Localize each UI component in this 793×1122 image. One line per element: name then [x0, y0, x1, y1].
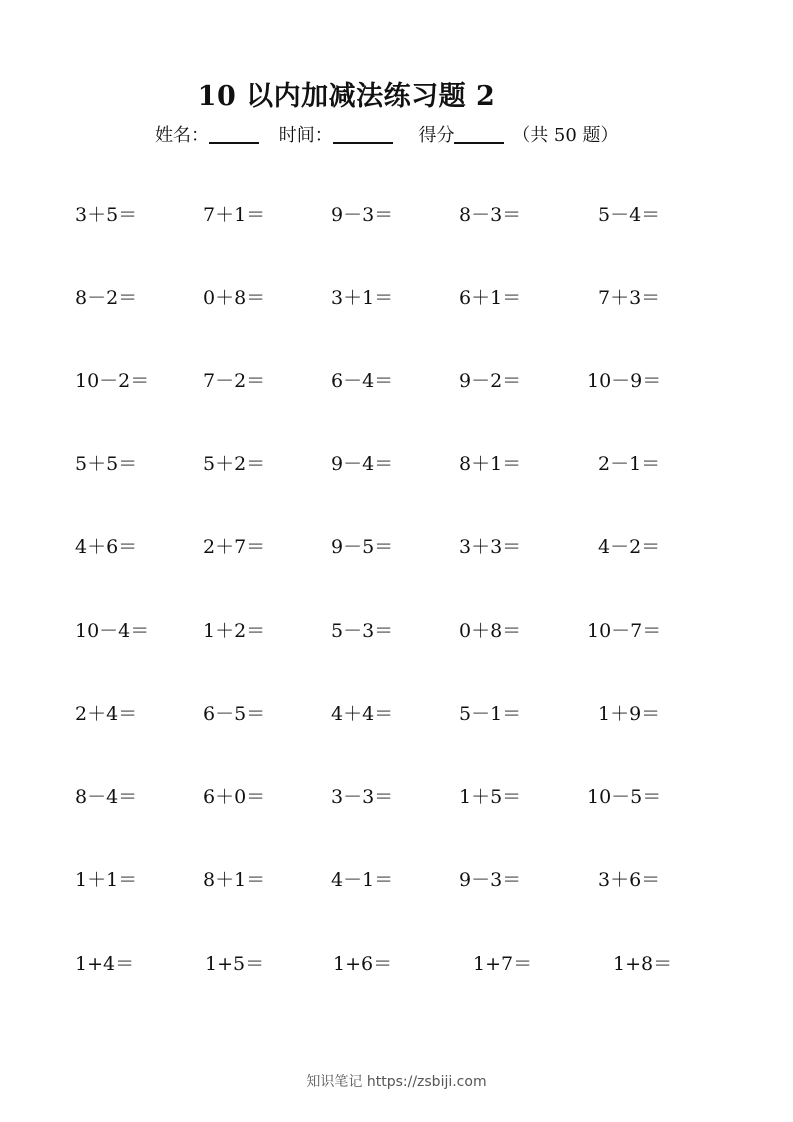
problem-r2-c1: 8－2＝ — [75, 287, 138, 309]
problem-r4-c2: 5＋2＝ — [203, 453, 266, 475]
problem-r2-c2: 0＋8＝ — [203, 287, 266, 309]
problem-r5-c3: 9－5＝ — [331, 536, 394, 558]
problem-r6-c1: 10－4＝ — [75, 620, 150, 642]
problem-r10-c2: 1+5＝ — [205, 953, 265, 975]
problem-r8-c5: 10－5＝ — [587, 786, 662, 808]
problem-r3-c2: 7－2＝ — [203, 370, 266, 392]
problem-r9-c4: 9－3＝ — [459, 869, 522, 891]
problem-r3-c4: 9－2＝ — [459, 370, 522, 392]
problem-r8-c1: 8－4＝ — [75, 786, 138, 808]
problem-r4-c4: 8＋1＝ — [459, 453, 522, 475]
worksheet-title: 10 以内加减法练习题 2 — [197, 81, 496, 112]
problem-r8-c2: 6＋0＝ — [203, 786, 266, 808]
problem-r4-c5: 2－1＝ — [598, 453, 661, 475]
problem-r10-c3: 1+6＝ — [333, 953, 393, 975]
problem-r8-c3: 3－3＝ — [331, 786, 394, 808]
problem-r10-c5: 1+8＝ — [613, 953, 673, 975]
problem-r7-c2: 6－5＝ — [203, 703, 266, 725]
problem-r9-c3: 4－1＝ — [331, 869, 394, 891]
problem-r9-c1: 1＋1＝ — [75, 869, 138, 891]
time-label: 时间： — [278, 125, 333, 146]
problem-r5-c5: 4－2＝ — [598, 536, 661, 558]
problem-r9-c5: 3＋6＝ — [598, 869, 661, 891]
problem-r6-c2: 1＋2＝ — [203, 620, 266, 642]
problem-r7-c5: 1＋9＝ — [598, 703, 661, 725]
score-blank — [454, 124, 504, 144]
problem-r5-c2: 2＋7＝ — [203, 536, 266, 558]
footer-watermark: 知识笔记 https://zsbiji.com — [306, 1074, 487, 1090]
problem-r1-c2: 7＋1＝ — [203, 204, 266, 226]
problem-r5-c1: 4＋6＝ — [75, 536, 138, 558]
problem-r10-c4: 1+7＝ — [473, 953, 533, 975]
problem-r9-c2: 8＋1＝ — [203, 869, 266, 891]
time-blank — [333, 124, 393, 144]
problem-r3-c1: 10－2＝ — [75, 370, 150, 392]
problem-r3-c3: 6－4＝ — [331, 370, 394, 392]
student-info-line — [155, 121, 619, 147]
problem-r1-c1: 3＋5＝ — [75, 204, 138, 226]
problem-r1-c3: 9－3＝ — [331, 204, 394, 226]
problem-r3-c5: 10－9＝ — [587, 370, 662, 392]
problem-r6-c5: 10－7＝ — [587, 620, 662, 642]
problem-r2-c4: 6＋1＝ — [459, 287, 522, 309]
problem-r7-c4: 5－1＝ — [459, 703, 522, 725]
problem-r7-c3: 4＋4＝ — [331, 703, 394, 725]
problem-r5-c4: 3＋3＝ — [459, 536, 522, 558]
problem-r6-c3: 5－3＝ — [331, 620, 394, 642]
problem-r6-c4: 0＋8＝ — [459, 620, 522, 642]
problem-r4-c1: 5＋5＝ — [75, 453, 138, 475]
problem-r7-c1: 2＋4＝ — [75, 703, 138, 725]
problem-r1-c4: 8－3＝ — [459, 204, 522, 226]
problem-r2-c5: 7＋3＝ — [598, 287, 661, 309]
problem-r10-c1: 1+4＝ — [75, 953, 135, 975]
problem-r4-c3: 9－4＝ — [331, 453, 394, 475]
problem-r8-c4: 1＋5＝ — [459, 786, 522, 808]
total-note: （共 50 题） — [512, 125, 619, 146]
score-label: 得分 — [418, 125, 455, 146]
name-blank — [209, 124, 259, 144]
name-label: 姓名： — [155, 125, 209, 146]
problem-r2-c3: 3＋1＝ — [331, 287, 394, 309]
problem-r1-c5: 5－4＝ — [598, 204, 661, 226]
